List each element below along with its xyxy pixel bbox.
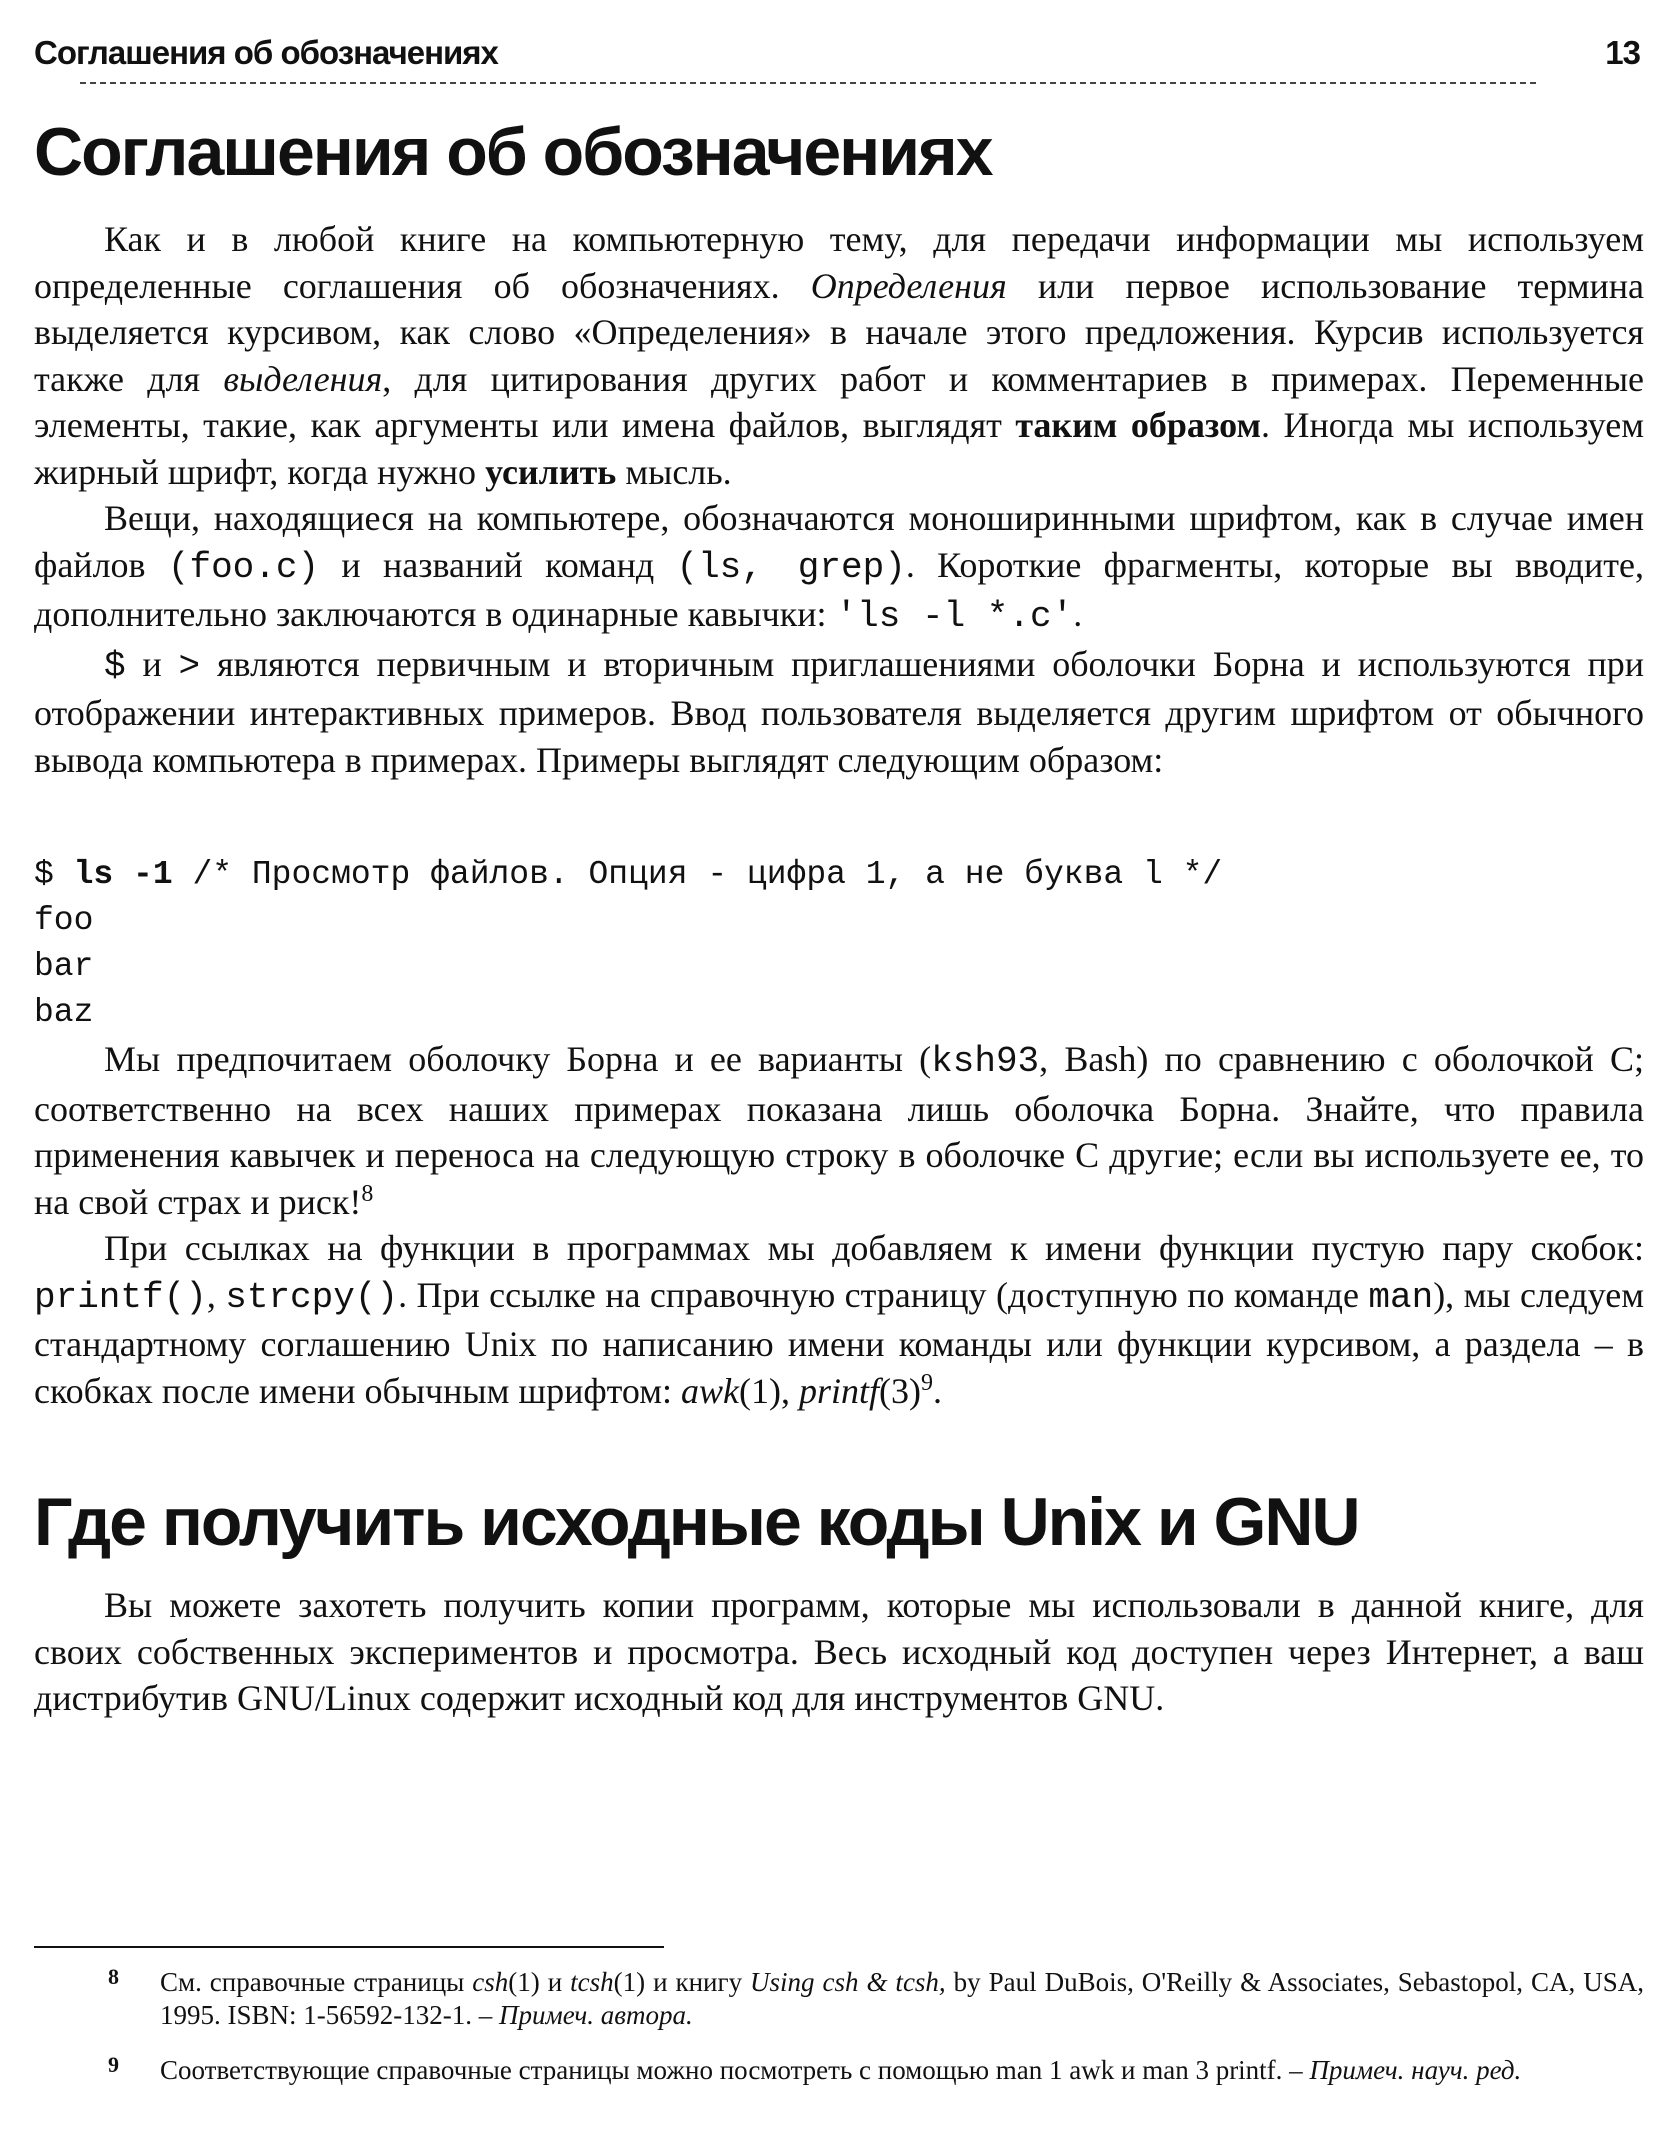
text-run: и названий команд <box>319 544 677 585</box>
paragraph-bourne-shell <box>34 1036 1644 1225</box>
text-run: . При ссылке на справочную страницу (доступную по команде <box>398 1274 1369 1315</box>
italic-csh: csh <box>472 1967 509 1997</box>
paragraph-functions <box>34 1225 1644 1414</box>
mono-quoted-fragment: 'ls -l *.c' <box>835 596 1074 637</box>
text-run: . <box>1073 594 1083 634</box>
text-run: (1) и <box>508 1967 571 1997</box>
mono-prompt-primary: $ <box>104 645 126 687</box>
text-run: мысль. <box>616 451 732 492</box>
text-run: (1) и книгу <box>613 1967 751 1997</box>
text-run: . Короткие фрагменты, которые вы вводите, дополнительно заключаются в одинарные кавычки: <box>34 544 1644 634</box>
text-run: См. справочные страницы <box>160 1967 473 1997</box>
text-run: . Иногда мы используем жирный шрифт, когда нужно <box>34 405 1644 492</box>
paragraph-prompts <box>34 641 1644 784</box>
page-number: 13 <box>1605 34 1640 71</box>
code-prompt: $ <box>34 856 74 893</box>
code-output-line: baz <box>34 994 94 1031</box>
text-run: (1), <box>739 1370 800 1411</box>
footnote-9 <box>34 2054 1644 2087</box>
bold-term: усилить <box>485 451 617 492</box>
code-listing <box>34 852 1644 1036</box>
footnote-ref-9[interactable]: 9 <box>921 1369 934 1396</box>
text-run: При ссылках на функции в программах мы добавляем к имени функции пустую пару скобок: <box>104 1228 1644 1268</box>
running-header-title: Соглашения об обозначениях <box>34 34 498 71</box>
footnote-rule <box>34 1946 664 1948</box>
section2-text-block <box>34 1582 1644 1722</box>
header-rule <box>80 82 1536 84</box>
paragraph-sources: Вы можете захотеть получить копии программ, которые мы использовали в данной книге, для своих собственных экспериментов и просмотра. Весь исходный код доступен через Интернет, а ваш дистрибутив GNU/Linux содержит исходный код для инструментов GNU. <box>34 1585 1644 1718</box>
text-run: , <box>206 1274 226 1315</box>
code-example <box>34 852 1644 1036</box>
code-command: ls -1 <box>73 856 173 893</box>
running-header <box>34 30 1644 76</box>
italic-tcsh: tcsh <box>570 1967 614 1997</box>
text-run: ), мы следуем стандартному соглашению Unix по написанию имени команды или функции курсивом, а раздела – в скобках после имени обычным шрифтом: <box>34 1274 1645 1411</box>
footnote-8 <box>34 1966 1644 2032</box>
code-output-line: foo <box>34 902 94 939</box>
code-output-line: bar <box>34 948 94 985</box>
mono-printf: printf() <box>34 1276 207 1318</box>
footnote-mark: 8 <box>108 1964 119 1989</box>
code-comment: /* Просмотр файлов. Опция - цифра 1, а не буква l */ <box>172 856 1223 893</box>
text-run: (3) <box>879 1370 922 1411</box>
footnote-mark: 9 <box>108 2052 119 2077</box>
text-run: Соответствующие справочные страницы можно посмотреть с помощью man 1 awk и man 3 printf. – <box>160 2055 1310 2085</box>
section-heading-sources: Где получить исходные коды Unix и GNU <box>34 1484 1359 1560</box>
text-run: Как и в любой книге на компьютерную тему, для передачи информации мы используем определенные соглашения об обозначениях. <box>34 219 1644 306</box>
footnote-ref-8[interactable]: 8 <box>361 1180 374 1207</box>
text-run: . <box>933 1370 943 1411</box>
mono-filename: (foo.c) <box>167 546 320 588</box>
section1-text-block-2 <box>34 1036 1644 1414</box>
italic-awk: awk <box>681 1370 740 1411</box>
mono-commands: (ls, grep) <box>676 546 906 588</box>
paragraph-definitions <box>34 216 1644 495</box>
text-run: или первое использование термина выделяется курсивом, как слово «Определения» в начале этого предложения. Курсив используется также для <box>34 265 1645 399</box>
mono-strcpy: strcpy() <box>225 1276 399 1318</box>
italic-editor-note: Примеч. науч. ред. <box>1309 2055 1522 2085</box>
section1-text-block-1 <box>34 216 1644 783</box>
bold-term: таким образом <box>1015 405 1261 445</box>
text-run: , для цитирования других работ и комментариев в примерах. Переменные элементы, такие, как аргументы или имена файлов, выглядят <box>34 358 1644 445</box>
section-heading-conventions: Соглашения об обозначениях <box>34 114 992 190</box>
paragraph-monospace <box>34 495 1644 641</box>
text-run: Вещи, находящиеся на компьютере, обозначаются моноширинными шрифтом, как в случае имен файлов <box>34 498 1644 585</box>
italic-author-note: Примеч. автора. <box>499 2000 693 2030</box>
text-run: by Paul DuBois, O'Reilly & Associates, Sebastopol, CA, USA, 1995. ISBN: 1-56592-132-1. – <box>160 1967 1644 2030</box>
mono-ksh93: ksh93 <box>931 1041 1040 1082</box>
italic-printf: printf <box>799 1370 880 1411</box>
italic-book-title: Using csh & tcsh, <box>750 1967 946 1997</box>
text-run: Мы предпочитаем оболочку Борна и ее варианты ( <box>104 1039 932 1079</box>
italic-term: Определения <box>810 265 1007 306</box>
text-run: и <box>125 643 179 684</box>
italic-term: выделения <box>223 358 383 399</box>
text-run: , Bash) по сравнению с оболочкой С; соответственно на всех наших примерах показана лишь оболочка Борна. Знайте, что правила применения кавычек и переноса на следующую строку в оболочке С другие; если вы используете ее, то на свой страх и риск! <box>34 1039 1644 1222</box>
mono-man: man <box>1368 1276 1434 1318</box>
mono-prompt-secondary: > <box>178 645 201 687</box>
text-run: являются первичным и вторичным приглашениями оболочки Борна и используются при отображении интерактивных примеров. Ввод пользователя выделяется другим шрифтом от обычного вывода компьютера в примерах. Примеры выглядят следующим образом: <box>34 643 1644 780</box>
footnotes <box>34 1966 1644 2109</box>
